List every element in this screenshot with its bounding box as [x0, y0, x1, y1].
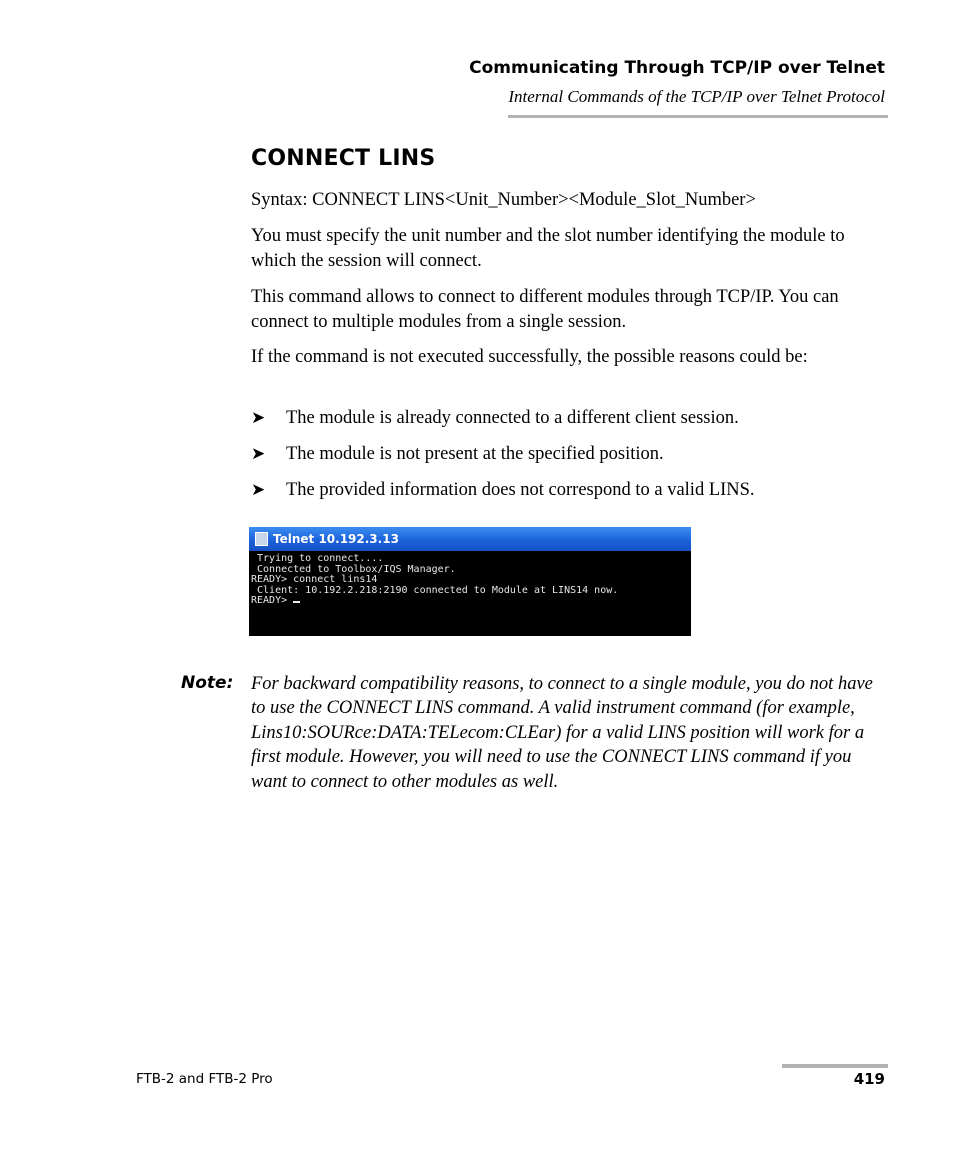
console-line: Client: 10.192.2.218:2190 connected to Module at LINS14 now.	[251, 584, 619, 596]
bullet-text: The module is not present at the specified position.	[286, 444, 664, 464]
console-line: Connected to Toolbox/IQS Manager.	[251, 563, 456, 575]
arrow-bullet-icon: ➤	[251, 444, 266, 464]
telnet-screenshot	[249, 527, 691, 636]
console-window-icon	[255, 532, 268, 546]
footer-divider	[782, 1064, 888, 1068]
header-subtitle: Internal Commands of the TCP/IP over Telnet Protocol	[508, 87, 885, 106]
cursor-icon	[293, 601, 300, 603]
note-text: For backward compatibility reasons, to connect to a single module, you do not have to use the CONNECT LINS command. A valid instrument command (for example, Lins10:SOURce:DATA:TELecom:CLEar) for a valid LINS position will work for a first module. However, you will need to use the CONNECT LINS command if you want to connect to other modules as well.	[251, 674, 873, 792]
arrow-bullet-icon: ➤	[251, 408, 266, 428]
footer-product-name: FTB-2 and FTB-2 Pro	[136, 1071, 273, 1087]
arrow-bullet-icon: ➤	[251, 480, 266, 500]
telnet-title-bar	[249, 527, 691, 551]
section-title: CONNECT LINS	[251, 146, 436, 171]
console-line: READY> connect lins14	[251, 574, 378, 585]
console-prompt: READY>	[251, 595, 294, 606]
paragraph-3: If the command is not executed successfully, the possible reasons could be:	[251, 347, 808, 367]
page-number: 419	[853, 1070, 885, 1088]
telnet-console	[251, 554, 689, 607]
header-divider	[508, 115, 888, 118]
console-line: Trying to connect....	[251, 553, 384, 564]
console-line	[251, 596, 689, 607]
header-title: Communicating Through TCP/IP over Telnet	[469, 58, 885, 78]
paragraph-1: You must specify the unit number and the slot number identifying the module to which the session will connect.	[251, 226, 845, 271]
note-label: Note:	[181, 673, 234, 693]
syntax-line: Syntax: CONNECT LINS<Unit_Number><Module_Slot_Number>	[251, 190, 756, 210]
bullet-text: The provided information does not correspond to a valid LINS.	[286, 480, 755, 500]
paragraph-2: This command allows to connect to different modules through TCP/IP. You can connect to multiple modules from a single session.	[251, 287, 839, 332]
telnet-window-title: Telnet 10.192.3.13	[273, 532, 399, 546]
bullet-text: The module is already connected to a different client session.	[286, 408, 739, 428]
